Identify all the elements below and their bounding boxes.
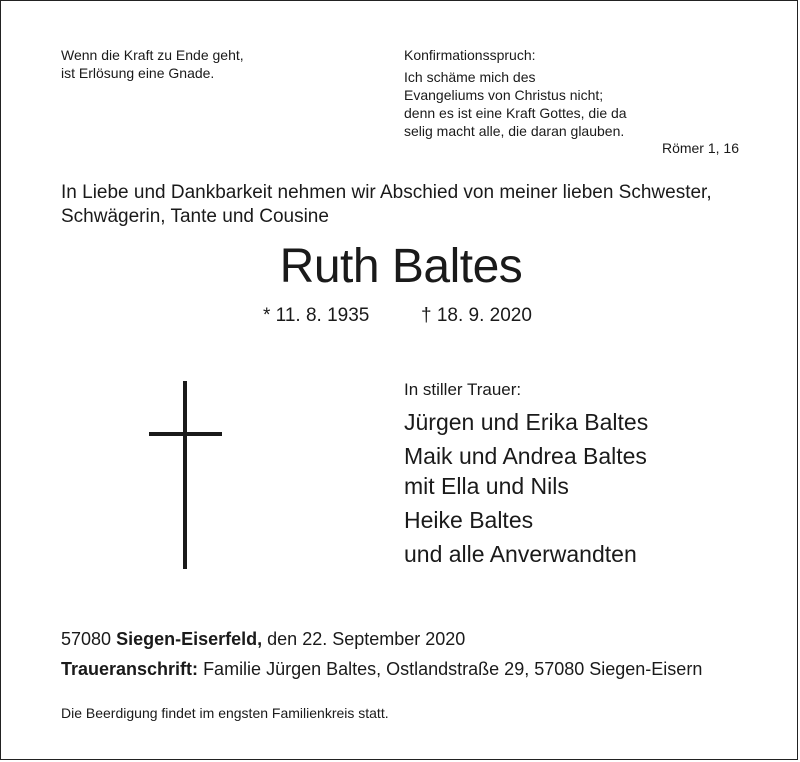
- verse-text: [404, 68, 627, 140]
- address-text: Familie Jürgen Baltes, Ostlandstraße 29, 57080 Siegen-Eisern: [203, 659, 703, 679]
- place-and-date: [61, 627, 465, 651]
- postcode: 57080: [61, 629, 112, 649]
- deceased-name: Ruth Baltes: [279, 240, 523, 293]
- mourner-entry: und alle Anverwandten: [404, 541, 637, 567]
- verse-line: Ich schäme mich des: [404, 69, 536, 85]
- motto-line-1: Wenn die Kraft zu Ende geht,: [61, 47, 244, 63]
- intro-text: [61, 181, 712, 229]
- intro-line-2: Schwägerin, Tante und Cousine: [61, 206, 329, 227]
- mourner-entry: Maik und Andrea Baltes: [404, 443, 647, 469]
- address-label: Traueranschrift:: [61, 659, 199, 679]
- birth-date: * 11. 8. 1935: [263, 305, 370, 326]
- mourning-address: [61, 657, 702, 681]
- date-text: den 22. September 2020: [267, 629, 466, 649]
- death-date: † 18. 9. 2020: [421, 305, 532, 326]
- mourning-label: In stiller Trauer:: [404, 380, 522, 399]
- mourners-list: [404, 407, 648, 569]
- verse-line: denn es ist eine Kraft Gottes, die da: [404, 105, 627, 121]
- motto-line-2: ist Erlösung eine Gnade.: [61, 65, 215, 81]
- funeral-note: Die Beerdigung findet im engsten Familienkreis statt.: [61, 705, 389, 721]
- motto: [61, 46, 244, 82]
- mourner-entry: Jürgen und Erika Baltes: [404, 409, 649, 435]
- cross-horizontal-bar: [149, 432, 222, 436]
- verse-line: selig macht alle, die daran glauben.: [404, 123, 625, 139]
- intro-line-1: In Liebe und Dankbarkeit nehmen wir Abschied von meiner lieben Schwester,: [61, 182, 712, 203]
- verse-heading: Konfirmationsspruch:: [404, 47, 536, 63]
- mourner-entry: Heike Baltes: [404, 507, 534, 533]
- cross-vertical-bar: [183, 381, 187, 569]
- place-name: Siegen-Eiserfeld,: [116, 629, 263, 649]
- verse-reference: Römer 1, 16: [661, 140, 739, 156]
- mourner-entry: mit Ella und Nils: [404, 473, 569, 499]
- verse-line: Evangeliums von Christus nicht;: [404, 87, 604, 103]
